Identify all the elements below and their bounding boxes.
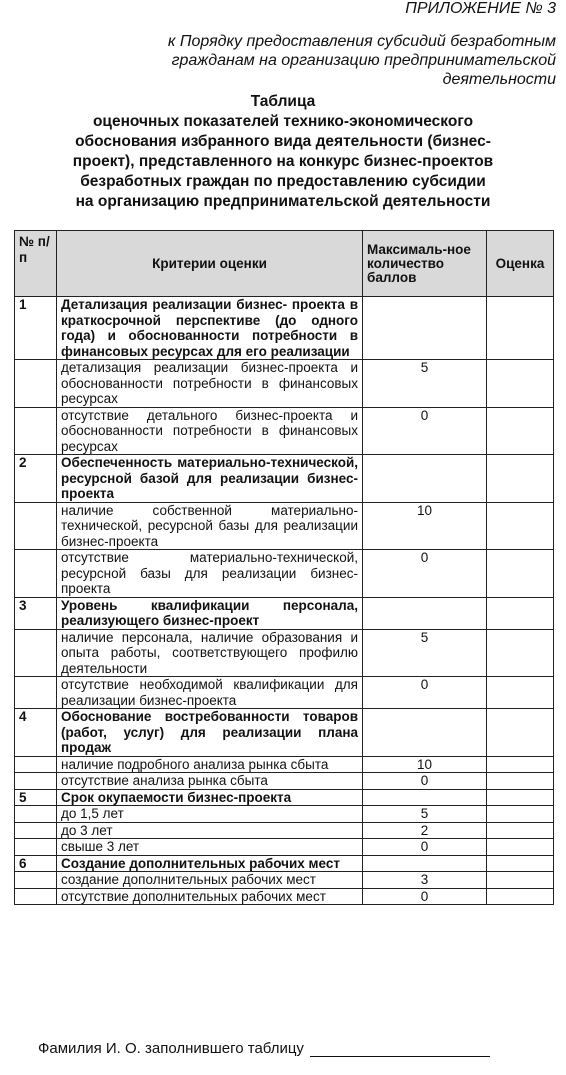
score-cell <box>487 872 554 889</box>
appendix-line: к Порядку предоставления субсидий безработным <box>167 33 556 50</box>
score-cell <box>487 677 554 709</box>
criteria-table <box>14 230 554 905</box>
header-criteria: Критерии оценки <box>57 231 363 297</box>
score-cell <box>487 550 554 598</box>
score-cell <box>487 822 554 839</box>
number-cell <box>15 407 57 455</box>
score-cell <box>487 502 554 550</box>
heading-line: обоснования избранного вида деятельности (бизнес- <box>75 133 491 150</box>
points-cell: 0 <box>363 839 487 856</box>
points-cell: 3 <box>363 872 487 889</box>
section-number: 4 <box>15 709 57 757</box>
number-cell <box>15 550 57 598</box>
table-row <box>15 855 554 872</box>
option-text: наличие персонала, наличие образования и опыта работы, соответствующего профилю деятельности <box>57 629 363 677</box>
score-cell <box>487 839 554 856</box>
number-cell <box>15 360 57 408</box>
number-cell <box>15 773 57 790</box>
number-cell <box>15 839 57 856</box>
table-row <box>15 629 554 677</box>
signature-line <box>38 1040 490 1057</box>
score-cell <box>487 597 554 629</box>
score-cell <box>487 629 554 677</box>
signature-blank <box>310 1042 490 1057</box>
section-title: Обоснование востребованности товаров (работ, услуг) для реализации плана продаж <box>57 709 363 757</box>
points-cell: 10 <box>363 502 487 550</box>
score-cell <box>487 806 554 823</box>
score-cell <box>487 297 554 360</box>
table-row <box>15 789 554 806</box>
table-row <box>15 677 554 709</box>
section-title: Обеспеченность материально-технической, ресурсной базой для реализации бизнес-проекта <box>57 455 363 503</box>
option-text: отсутствие необходимой квалификации для реализации бизнес-проекта <box>57 677 363 709</box>
number-cell <box>15 822 57 839</box>
table-row <box>15 756 554 773</box>
heading-line: на организацию предпринимательской деятельности <box>75 193 491 210</box>
option-text: наличие собственной материально-технической, ресурсной базы для реализации бизнес-проекта <box>57 502 363 550</box>
option-text: создание дополнительных рабочих мест <box>57 872 363 889</box>
number-cell <box>15 806 57 823</box>
score-cell <box>487 360 554 408</box>
option-text: до 3 лет <box>57 822 363 839</box>
score-cell <box>487 855 554 872</box>
table-row <box>15 502 554 550</box>
signature-label: Фамилия И. О. заполнившего таблицу <box>38 1040 304 1057</box>
points-cell: 5 <box>363 360 487 408</box>
score-cell <box>487 789 554 806</box>
table-row <box>15 297 554 360</box>
number-cell <box>15 677 57 709</box>
points-cell <box>363 855 487 872</box>
number-cell <box>15 629 57 677</box>
table-header-row <box>15 231 554 297</box>
heading-line: оценочных показателей технико-экономического <box>92 113 474 130</box>
points-cell: 2 <box>363 822 487 839</box>
table-row <box>15 773 554 790</box>
score-cell <box>487 407 554 455</box>
header-num: № п/п <box>15 231 57 297</box>
heading-line: Таблица <box>250 93 316 110</box>
table-row <box>15 872 554 889</box>
appendix-line: деятельности <box>442 71 556 88</box>
table-row <box>15 806 554 823</box>
option-text: отсутствие материально-технической, ресурсной базы для реализации бизнес-проекта <box>57 550 363 598</box>
section-number: 5 <box>15 789 57 806</box>
number-cell <box>15 888 57 905</box>
section-number: 6 <box>15 855 57 872</box>
table-row <box>15 360 554 408</box>
table-row <box>15 888 554 905</box>
number-cell <box>15 756 57 773</box>
points-cell <box>363 297 487 360</box>
section-title: Срок окупаемости бизнес-проекта <box>57 789 363 806</box>
points-cell: 0 <box>363 677 487 709</box>
option-text: детализация реализации бизнес-проекта и обоснованности потребности в финансовых ресурсах <box>57 360 363 408</box>
score-cell <box>487 709 554 757</box>
table-row <box>15 839 554 856</box>
points-cell <box>363 709 487 757</box>
header-max-points: Максималь-ное количество баллов <box>363 231 487 297</box>
score-cell <box>487 455 554 503</box>
table-row <box>15 550 554 598</box>
score-cell <box>487 888 554 905</box>
heading-line: проект), представленного на конкурс бизнес-проектов <box>72 153 494 170</box>
option-text: свыше 3 лет <box>57 839 363 856</box>
option-text: наличие подробного анализа рынка сбыта <box>57 756 363 773</box>
option-text: отсутствие дополнительных рабочих мест <box>57 888 363 905</box>
section-number: 3 <box>15 597 57 629</box>
points-cell: 0 <box>363 773 487 790</box>
points-cell <box>363 455 487 503</box>
option-text: отсутствие анализа рынка сбыта <box>57 773 363 790</box>
points-cell <box>363 789 487 806</box>
points-cell: 5 <box>363 806 487 823</box>
points-cell: 0 <box>363 407 487 455</box>
table-row <box>15 597 554 629</box>
section-title: Уровень квалификации персонала, реализующего бизнес-проект <box>57 597 363 629</box>
table-row <box>15 407 554 455</box>
number-cell <box>15 872 57 889</box>
section-title: Детализация реализации бизнес- проекта в краткосрочной перспективе (до одного года) и обоснованности потребности в финансовых ресурсах для его реализации <box>57 297 363 360</box>
appendix-line: гражданам на организацию предпринимательской <box>171 52 556 69</box>
appendix-title: ПРИЛОЖЕНИЕ № 3 <box>405 0 556 17</box>
heading-line: безработных граждан по предоставлению субсидии <box>80 173 486 190</box>
option-text: до 1,5 лет <box>57 806 363 823</box>
section-title: Создание дополнительных рабочих мест <box>57 855 363 872</box>
score-cell <box>487 773 554 790</box>
table-row <box>15 455 554 503</box>
table-row <box>15 709 554 757</box>
section-number: 1 <box>15 297 57 360</box>
points-cell: 0 <box>363 888 487 905</box>
score-cell <box>487 756 554 773</box>
number-cell <box>15 502 57 550</box>
section-number: 2 <box>15 455 57 503</box>
header-score: Оценка <box>487 231 554 297</box>
points-cell: 0 <box>363 550 487 598</box>
points-cell: 5 <box>363 629 487 677</box>
points-cell <box>363 597 487 629</box>
table-row <box>15 822 554 839</box>
option-text: отсутствие детального бизнес-проекта и обоснованности потребности в финансовых ресурсах <box>57 407 363 455</box>
points-cell: 10 <box>363 756 487 773</box>
